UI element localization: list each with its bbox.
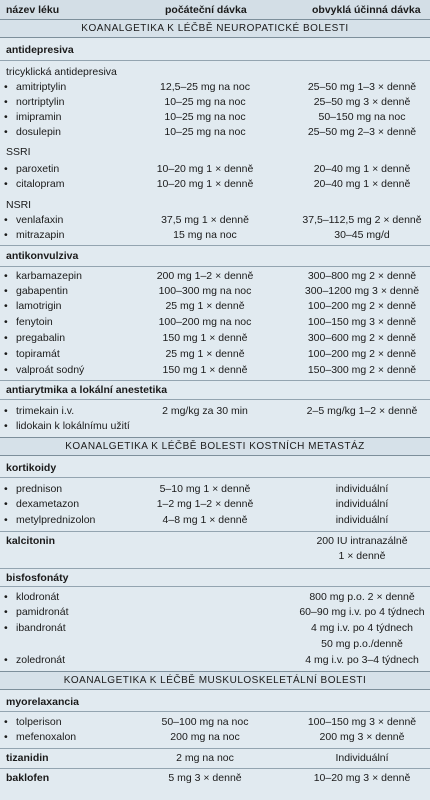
group-label: kalcitonin <box>6 535 56 547</box>
table-cell: 200 IU intranazálně <box>316 535 408 547</box>
group-label: antiarytmika a lokální anestetika <box>6 384 168 396</box>
section-bone-metastases: KOANALGETIKA K LÉČBĚ BOLESTI KOSTNÍCH METASTÁZ <box>0 437 430 456</box>
col-header-initial: počáteční dávka <box>165 4 247 16</box>
group-label: myorelaxancia <box>6 696 79 708</box>
col-header-name: název léku <box>6 4 60 16</box>
group-label: antidepresiva <box>6 44 74 56</box>
table-cell: 1 × denně <box>338 550 386 562</box>
table-header <box>0 0 430 19</box>
subgroup-label: NSRI <box>6 199 32 211</box>
section-neuropathic: KOANALGETIKA K LÉČBĚ NEUROPATICKÉ BOLESTI <box>0 19 430 38</box>
table-cell: 50 mg p.o./denně <box>321 638 403 650</box>
group-label: bisfosfonáty <box>6 572 69 584</box>
subgroup-label: tricyklická antidepresiva <box>6 66 117 78</box>
col-header-effective: obvyklá účinná dávka <box>312 4 421 16</box>
group-label: antikonvulziva <box>6 250 79 262</box>
section-musculoskeletal: KOANALGETIKA K LÉČBĚ MUSKULOSKELETÁLNÍ BOLESTI <box>0 671 430 690</box>
group-label: kortikoidy <box>6 462 57 474</box>
subgroup-label: SSRI <box>6 146 31 158</box>
